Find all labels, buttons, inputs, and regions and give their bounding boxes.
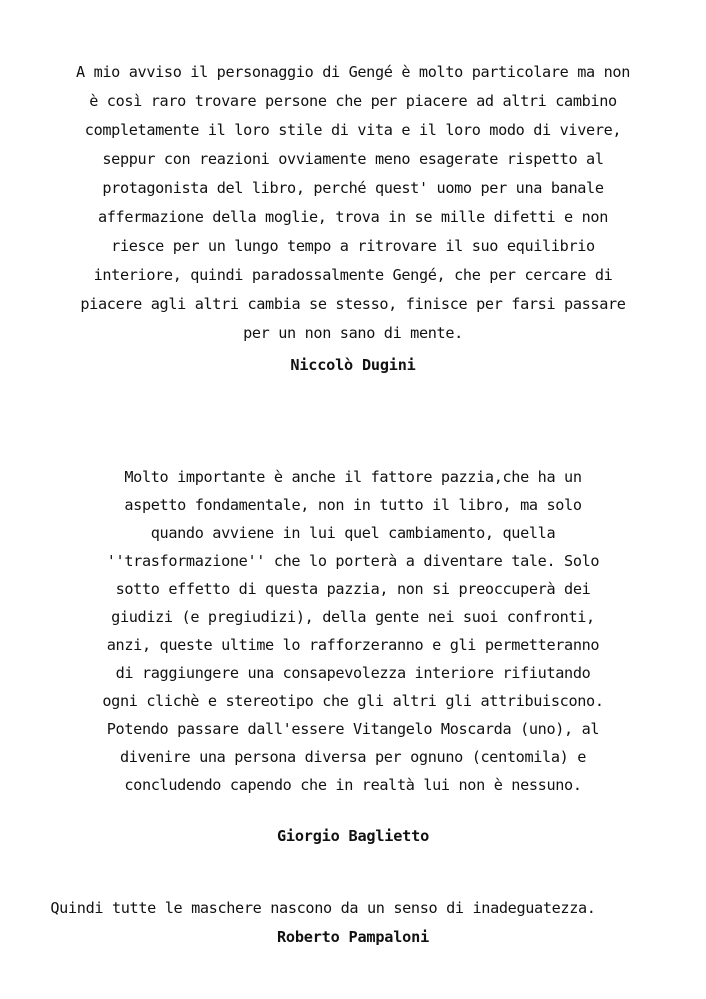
text-line: ogni clichè e stereotipo che gli altri gli attribuiscono.	[102, 692, 604, 710]
text-line: interiore, quindi paradossalmente Gengé, che per cercare di	[93, 266, 613, 284]
text-line: Quindi tutte le maschere nascono da un senso di inadeguatezza.	[50, 899, 596, 917]
text-line: di raggiungere una consapevolezza interiore rifiutando	[115, 664, 591, 682]
author-signature: Roberto Pampaloni	[276, 928, 430, 946]
text-line: concludendo capendo che in realtà lui non è nessuno.	[124, 776, 582, 794]
text-line: A mio avviso il personaggio di Gengé è molto particolare ma non	[75, 63, 630, 81]
text-line: giudizi (e pregiudizi), della gente nei suoi confronti,	[111, 608, 595, 626]
text-line: seppur con reazioni ovviamente meno esagerate rispetto al	[102, 150, 604, 168]
author-signature: Giorgio Baglietto	[276, 827, 430, 845]
text-line: affermazione della moglie, trova in se mille difetti e non	[97, 208, 609, 226]
text-line: piacere agli altri cambia se stesso, finisce per farsi passare	[80, 295, 626, 313]
text-line: Molto importante è anche il fattore pazzia,che ha un	[124, 468, 582, 486]
author-signature: Niccolò Dugini	[290, 356, 416, 374]
text-line: protagonista del libro, perché quest' uomo per una banale	[102, 179, 604, 197]
text-line: ''trasformazione'' che lo porterà a diventare tale. Solo	[106, 552, 600, 570]
text-line: Potendo passare dall'essere Vitangelo Moscarda (uno), al	[106, 720, 600, 738]
text-line: è così raro trovare persone che per piacere ad altri cambino	[89, 92, 617, 110]
text-line: anzi, queste ultime lo rafforzeranno e gli permetteranno	[106, 636, 600, 654]
text-line: completamente il loro stile di vita e il loro modo di vivere,	[84, 121, 622, 139]
text-line: quando avviene in lui quel cambiamento, quella	[150, 524, 556, 542]
text-line: aspetto fondamentale, non in tutto il libro, ma solo	[124, 496, 582, 514]
text-line: divenire una persona diversa per ognuno (centomila) e	[119, 748, 587, 766]
text-line: per un non sano di mente.	[243, 324, 463, 342]
text-line: sotto effetto di questa pazzia, non si preoccuperà dei	[115, 580, 591, 598]
text-line: riesce per un lungo tempo a ritrovare il suo equilibrio	[111, 237, 595, 255]
